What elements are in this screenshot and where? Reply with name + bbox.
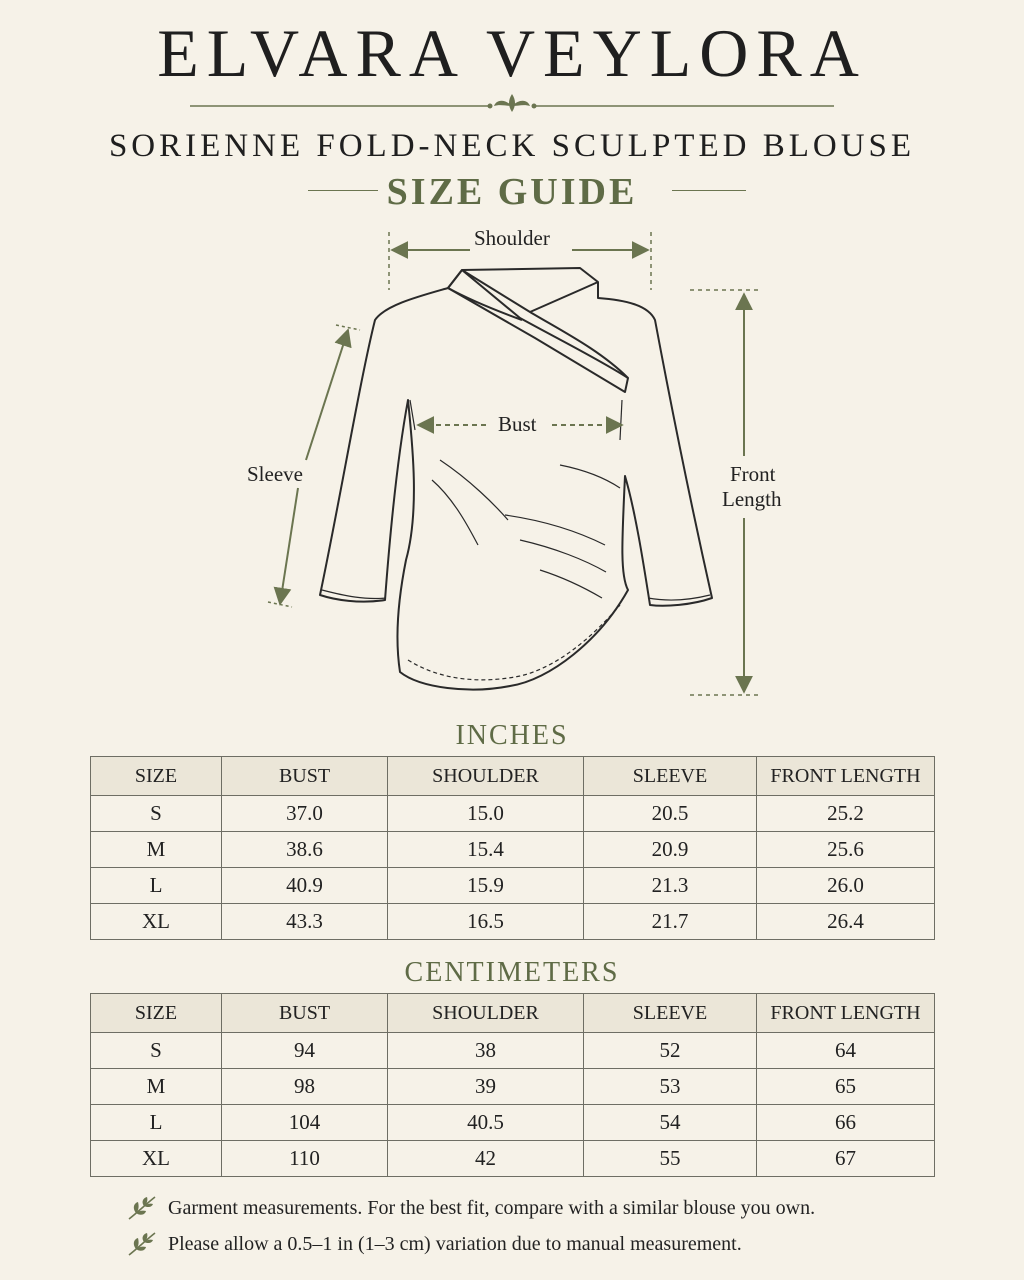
size-cell: S	[91, 1033, 222, 1069]
table-row	[91, 1105, 935, 1141]
table-row	[91, 832, 935, 868]
table-cell: 40.5	[388, 1105, 584, 1141]
size-cell: M	[91, 832, 222, 868]
table-cell: 54	[584, 1105, 757, 1141]
column-header: SIZE	[91, 757, 222, 796]
column-header: SLEEVE	[584, 757, 757, 796]
heading-rule-right	[672, 190, 746, 191]
size-cell: XL	[91, 1141, 222, 1177]
column-header: SLEEVE	[584, 994, 757, 1033]
table-row	[91, 1069, 935, 1105]
table-cell: 55	[584, 1141, 757, 1177]
table-header-row	[91, 757, 935, 796]
table-cell: 37.0	[222, 796, 388, 832]
size-cell: L	[91, 868, 222, 904]
ornament-divider	[190, 92, 834, 116]
table-cell: 40.9	[222, 868, 388, 904]
table-cell: 25.6	[757, 832, 935, 868]
blouse-diagram	[0, 220, 1024, 720]
column-header: FRONT LENGTH	[757, 757, 935, 796]
column-header: SIZE	[91, 994, 222, 1033]
table-row	[91, 868, 935, 904]
table-cell: 94	[222, 1033, 388, 1069]
column-header: BUST	[222, 994, 388, 1033]
notes	[126, 1190, 986, 1262]
table-row	[91, 904, 935, 940]
note-text: Garment measurements. For the best fit, compare with a similar blouse you own.	[168, 1196, 816, 1219]
centimeters-title: CENTIMETERS	[404, 957, 620, 988]
column-header: FRONT LENGTH	[757, 994, 935, 1033]
table-cell: 26.4	[757, 904, 935, 940]
table-cell: 16.5	[388, 904, 584, 940]
column-header: SHOULDER	[388, 757, 584, 796]
table-cell: 43.3	[222, 904, 388, 940]
note-item	[126, 1190, 986, 1226]
size-cell: M	[91, 1069, 222, 1105]
table-cell: 20.5	[584, 796, 757, 832]
blouse-illustration	[0, 220, 1024, 720]
shoulder-label: Shoulder	[474, 226, 550, 250]
centimeters-table	[90, 993, 935, 1177]
column-header: SHOULDER	[388, 994, 584, 1033]
table-cell: 53	[584, 1069, 757, 1105]
table-cell: 64	[757, 1033, 935, 1069]
size-cell: XL	[91, 904, 222, 940]
table-cell: 15.9	[388, 868, 584, 904]
brand-title: ELVARA VEYLORA	[157, 15, 867, 91]
size-guide-title: SIZE GUIDE	[386, 171, 638, 213]
table-cell: 15.4	[388, 832, 584, 868]
table-cell: 110	[222, 1141, 388, 1177]
front-length-label-line2: Length	[722, 487, 782, 511]
table-cell: 20.9	[584, 832, 757, 868]
table-cell: 98	[222, 1069, 388, 1105]
size-cell: S	[91, 796, 222, 832]
table-cell: 25.2	[757, 796, 935, 832]
size-guide-heading	[0, 170, 1024, 214]
blouse-collar	[448, 270, 628, 392]
table-header-row	[91, 994, 935, 1033]
note-text: Please allow a 0.5–1 in (1–3 cm) variation due to manual measurement.	[168, 1232, 742, 1255]
table-cell: 26.0	[757, 868, 935, 904]
note-item	[126, 1226, 986, 1262]
table-cell: 38	[388, 1033, 584, 1069]
bust-label: Bust	[498, 412, 537, 436]
product-name: SORIENNE FOLD-NECK SCULPTED BLOUSE	[108, 128, 916, 164]
column-header: BUST	[222, 757, 388, 796]
leaf-sprig-icon	[126, 1194, 158, 1222]
table-cell: 66	[757, 1105, 935, 1141]
table-row	[91, 1033, 935, 1069]
table-cell: 104	[222, 1105, 388, 1141]
table-row	[91, 796, 935, 832]
table-cell: 21.3	[584, 868, 757, 904]
size-cell: L	[91, 1105, 222, 1141]
table-cell: 15.0	[388, 796, 584, 832]
sleeve-label: Sleeve	[247, 462, 303, 486]
table-row	[91, 1141, 935, 1177]
table-cell: 42	[388, 1141, 584, 1177]
table-cell: 67	[757, 1141, 935, 1177]
table-cell: 65	[757, 1069, 935, 1105]
inches-title: INCHES	[455, 720, 569, 751]
table-cell: 38.6	[222, 832, 388, 868]
inches-table	[90, 756, 935, 940]
table-cell: 52	[584, 1033, 757, 1069]
table-cell: 21.7	[584, 904, 757, 940]
table-cell: 39	[388, 1069, 584, 1105]
front-length-label-line1: Front	[730, 462, 776, 486]
blouse-outline	[320, 268, 712, 690]
leaf-sprig-icon	[126, 1230, 158, 1258]
